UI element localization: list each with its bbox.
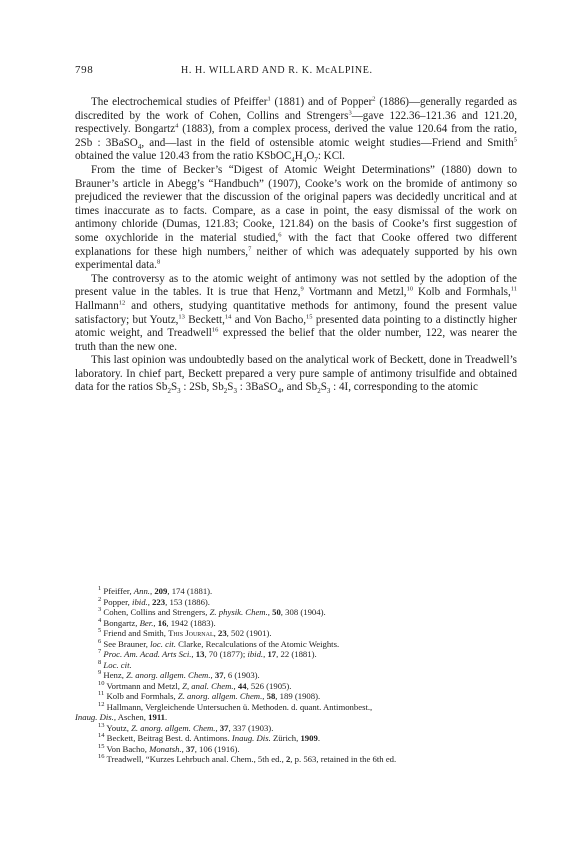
- footnote-13: Inaug. Dis., Aschen, 1911.: [75, 712, 168, 722]
- footnote-6: $^6$ See Brauner, loc. cit. Clarke, Recalculations of the Atomic Weights.: [98, 637, 340, 649]
- footnote-16: $^{15}$ Von Bacho, Monatsh., 37, 106 (1916).: [98, 742, 240, 754]
- body-text: [75, 96, 517, 395]
- footnote-1: $^1$ Pfeiffer, Ann., 209, 174 (1881).: [98, 585, 213, 596]
- footnote-3: $^3$ Cohen, Collins and Strengers, Z. physik. Chem., 50, 308 (1904).: [98, 606, 326, 617]
- footnote-7: $^7$ Proc. Am. Acad. Arts Sci., 13, 70 (1877); ibid., 17, 22 (1881).: [98, 648, 317, 659]
- running-header: [75, 64, 515, 78]
- footnote-8: $^8$ Loc. cit.: [98, 658, 132, 670]
- paragraph-electrochemical-studies: The electrochemical studies of Pfeiffer$^1$ (1881) and of Popper$^2$ (1886)—generally regarded as discredited by the work of Cohen, Collins and Strengers$^3$—gave 122.36–121.36 and 121.20, respectively. Bongartz$^4$ (1883), from a complex process, derived the value 120.64 from the ratio, 2Sb : 3BaSO$_4$, and—last in the field of ostensible atomic weight studies—Friend and Smith$^5$ obtained the value 120.43 from the ratio $KSbOC_4H_4O_7$: KCl.: [75, 95, 517, 165]
- page-number: 798: [75, 64, 94, 76]
- footnote-2: $^2$ Popper, ibid., 223, 153 (1886).: [98, 595, 210, 607]
- paragraph-becker-digest: From the time of Becker’s “Digest of Atomic Weight Determinations” (1880) down to Brauner’s article in Abegg’s “Handbuch” (1907), Cooke’s work on the bromide of antimony so prejudiced the reviewer that the discussion of the original papers was decidedly uncritical and at times inaccurate as to facts. Compare, as a case in point, the easy dismissal of the work on antimony chloride (Dumas, 121.83; Cooke, 121.84) on the basis of Cooke’s first suggestion of some oxychloride in the material studied,$^6$ with the fact that Cooke offered two different explanations for these high numbers,$^7$ neither of which was adequately supported by his own experimental data.$^8$: [75, 163, 517, 272]
- paragraph-beckett-work: This last opinion was undoubtedly based on the analytical work of Beckett, done in Treadwell’s laboratory. In chief part, Beckett prepared a very pure sample of antimony trisulfide and obtained data for the ratios $Sb_2S_3$ : 2Sb, $Sb_2S_3$ : 3BaSO$_4$, and $Sb_2S_3$ : 4I, corresponding to the atomic: [75, 354, 517, 396]
- footnote-5: $^5$ Friend and Smith, This Journal, 23, 502 (1901).: [98, 627, 272, 638]
- footnote-9: $^9$ Henz, Z. anorg. allgem. Chem., 37, 6 (1903).: [98, 669, 260, 680]
- footnote-15: $^{14}$ Beckett, Beitrag Best. d. Antimons. Inaug. Dis. Zürich, 1909.: [98, 732, 320, 743]
- footnotes: [75, 586, 517, 765]
- footnote-17: $^{16}$ Treadwell, “Kurzes Lehrbuch anal. Chem., 5th ed., 2, p. 563, retained in the 6th ed.: [98, 753, 397, 764]
- footnote-11: $^{11}$ Kolb and Formhals, Z. anorg. allgem. Chem., 58, 189 (1908).: [98, 690, 321, 701]
- footnote-4: $^4$ Bongartz, Ber., 16, 1942 (1883).: [98, 616, 216, 628]
- running-head-authors: H. H. WILLARD AND R. K. McALPINE.: [181, 65, 373, 76]
- paragraph-controversy: The controversy as to the atomic weight of antimony was not settled by the adoption of the present value in the tables. It is true that Henz,$^9$ Vortmann and Metzl,$^{10}$ Kolb and Formhals,$^{11}$ Hallmann$^{12}$ and others, studying quantitative methods for antimony, found the present value satisfactory; but Youtz,$^{13}$ Beckett,$^{14}$ and Von Bacho,$^{15}$ presented data pointing to a distinctly higher atomic weight, and Treadwell$^{16}$ expressed the belief that the older number, 122, was nearer the truth than the new one.: [75, 272, 518, 353]
- footnote-10: $^{10}$ Vortmann and Metzl, Z, anal. Chem., 44, 526 (1905).: [98, 679, 292, 691]
- footnote-14: $^{13}$ Youtz, Z. anorg. allgem. Chem., 37, 337 (1903).: [98, 721, 274, 733]
- footnote-12: $^{12}$ Hallmann, Vergleichende Untersuchen ü. Methoden. d. quant. Antimonbest.,: [98, 700, 373, 712]
